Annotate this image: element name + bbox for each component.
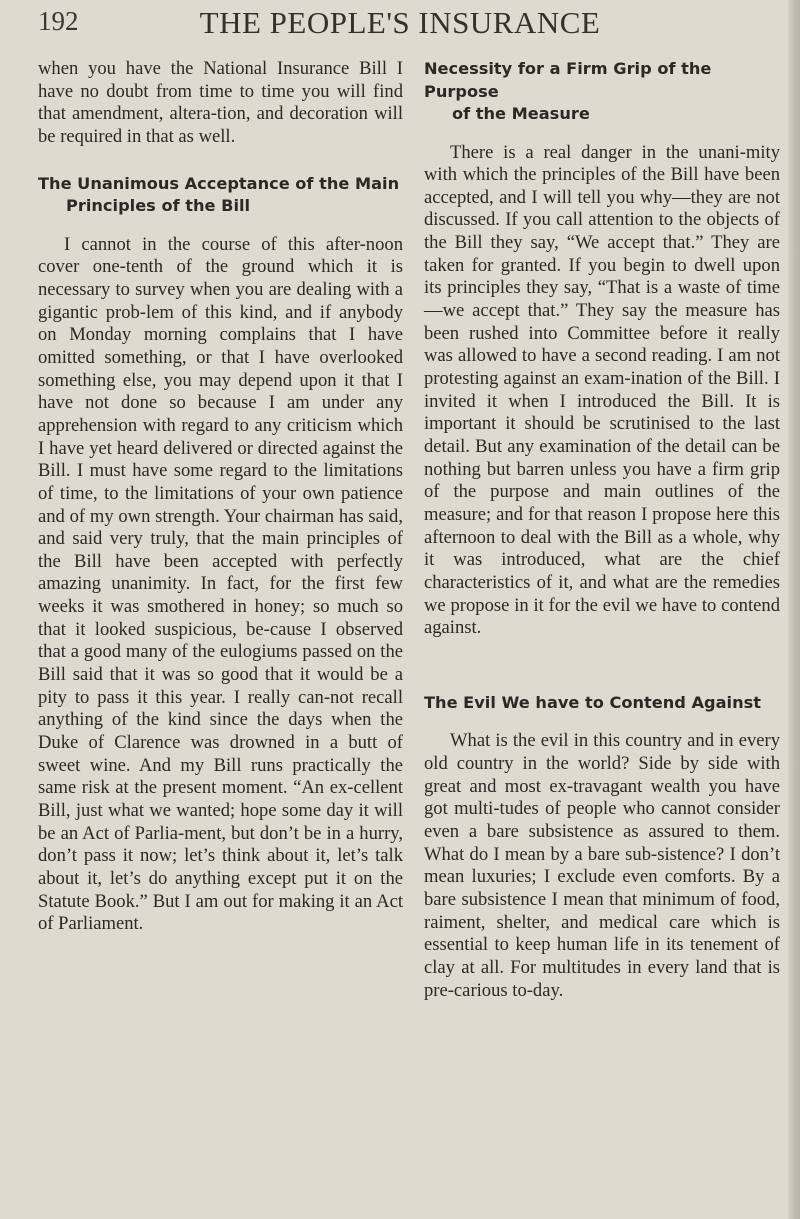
section-heading-firm-grip <box>424 58 780 126</box>
left-column <box>38 58 403 936</box>
right-column <box>424 58 780 1002</box>
section-gap <box>424 640 780 692</box>
section-heading-line: Necessity for a Firm Grip of the Purpose <box>424 59 712 101</box>
body-paragraph: What is the evil in this country and in every old country in the world? Side by side with great and most ex-travagant wealth you have got multi-tudes of people who cannot consider even a bare subsistence as assured to them. What do I mean by a bare sub-sistence? I don’t mean luxuries; I exclude even comforts. By a bare subsistence I mean that minimum of food, raiment, shelter, and medical care which is essential to keep human life in its tenement of clay at all. For multitudes in every land that is pre-carious to-day. <box>424 730 780 1001</box>
section-heading-unanimous-acceptance <box>38 173 403 218</box>
section-heading-evil <box>424 692 780 715</box>
page-edge-shadow <box>788 0 800 1219</box>
running-title: THE PEOPLE'S INSURANCE <box>199 5 601 40</box>
body-paragraph: There is a real danger in the unani-mity with which the principles of the Bill have been accepted, and I will tell you why—they are not discussed. If you call attention to the objects of the Bill they say, “We accept that.” They are taken for granted. If you begin to dwell upon its principles they say, “That is a waste of time—we accept that.” They say the measure has been rushed into Committee before it really was allowed to have a second reading. I am not protesting against an exam-ination of the Bill. I invited it when I introduced the Bill. It is important it should be scrutinised to the last detail. But any examination of the detail can be nothing but barren unless you have a firm grip of the purpose and main outlines of the measure; and for that reason I propose here this afternoon to deal with the Bill as a whole, why it was introduced, what are the chief characteristics of it, and what are the remedies we propose in it for the evil we have to contend against. <box>424 141 780 639</box>
section-heading-line: The Evil We have to Contend Against <box>424 692 761 712</box>
body-paragraph: I cannot in the course of this after-noon cover one-tenth of the ground which it is necessary to survey when you are dealing with a gigantic prob-lem of this kind, and if anybody on Monday morning complains that I have omitted something, or that I have overlooked something else, you may depend upon it that I have not done so because I am under any apprehension with regard to any criticism which I have yet heard delivered or directed against the Bill. I must have some regard to the limitations of time, to the limitations of your own patience and of my own strength. Your chairman has said, and said very truly, that the main principles of the Bill have been accepted with perfectly amazing unanimity. In fact, for the first few weeks it was smothered in honey; so much so that it looked suspicious, be-cause I observed that a good many of the eulogiums passed on the Bill said that it was so good that it would be a pity to pass it this year. I really can-not recall anything of the kind since the days when the Duke of Clarence was drowned in a butt of sweet wine. And my Bill runs practically the same risk at the present moment. “An ex-cellent Bill, just what we wanted; hope some day it will be an Act of Parlia-ment, but don’t be in a hurry, don’t pass it now; let’s think about it, let’s talk about it, let’s do anything except put it on the Statute Book.” But I am out for making it an Act of Parliament. <box>38 233 403 935</box>
section-heading-line: Principles of the Bill <box>66 196 251 216</box>
section-heading-line: of the Measure <box>452 104 590 123</box>
opening-paragraph: when you have the National Insurance Bill I have no doubt from time to time you will find that amendment, altera-tion, and decoration will be required in that as well. <box>38 58 403 147</box>
section-heading-line: The Unanimous Acceptance of the Main <box>38 173 400 193</box>
page-number: 192 <box>38 6 79 36</box>
